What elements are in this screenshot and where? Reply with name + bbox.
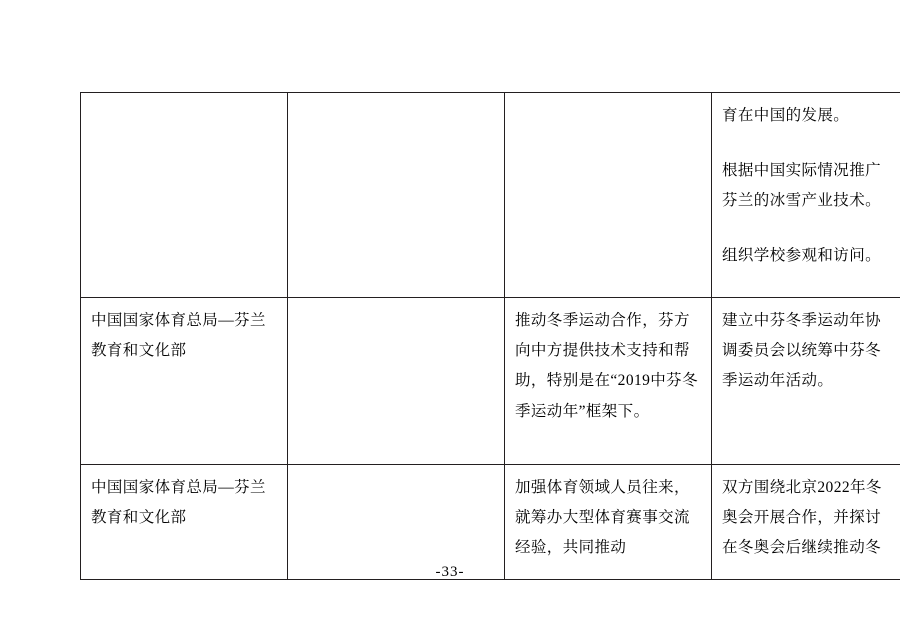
cell-paragraph: 加强体育领域人员往来，就筹办大型体育赛事交流经验，共同推动	[515, 479, 690, 557]
table-cell-document	[288, 465, 505, 580]
cell-paragraph: 育在中国的发展。	[722, 107, 850, 124]
table-cell-content	[505, 93, 712, 298]
table-cell-institutions	[81, 465, 288, 580]
agreement-table	[80, 92, 900, 580]
table-body	[81, 93, 900, 580]
cell-paragraph: 根据中国实际情况推广芬兰的冰雪产业技术。	[722, 162, 882, 210]
table-cell-institutions	[81, 93, 288, 298]
table-row	[81, 465, 900, 580]
table-cell-content	[505, 465, 712, 580]
cell-paragraph: 中国国家体育总局—芬兰教育和文化部	[91, 479, 266, 527]
cell-paragraph: 推动冬季运动合作，芬方向中方提供技术支持和帮助，特别是在“2019中芬冬季运动年”框架下。	[515, 312, 698, 420]
cell-paragraph: 双方围绕北京2022年冬奥会开展合作，并探讨在冬奥会后继续推动冬	[722, 479, 882, 557]
table-cell-measures	[712, 93, 900, 298]
table-row	[81, 93, 900, 298]
table-cell-measures	[712, 465, 900, 580]
table-cell-document	[288, 298, 505, 465]
cell-paragraph: 建立中芬冬季运动年协调委员会以统筹中芬冬季运动年活动。	[722, 312, 882, 390]
table-cell-institutions	[81, 298, 288, 465]
table-cell-document	[288, 93, 505, 298]
table-cell-measures	[712, 298, 900, 465]
page-number: -33-	[435, 564, 465, 580]
table-row	[81, 298, 900, 465]
cell-paragraph: 组织学校参观和访问。	[722, 247, 882, 265]
cell-paragraph: 中国国家体育总局—芬兰教育和文化部	[91, 312, 266, 360]
table-cell-content	[505, 298, 712, 465]
